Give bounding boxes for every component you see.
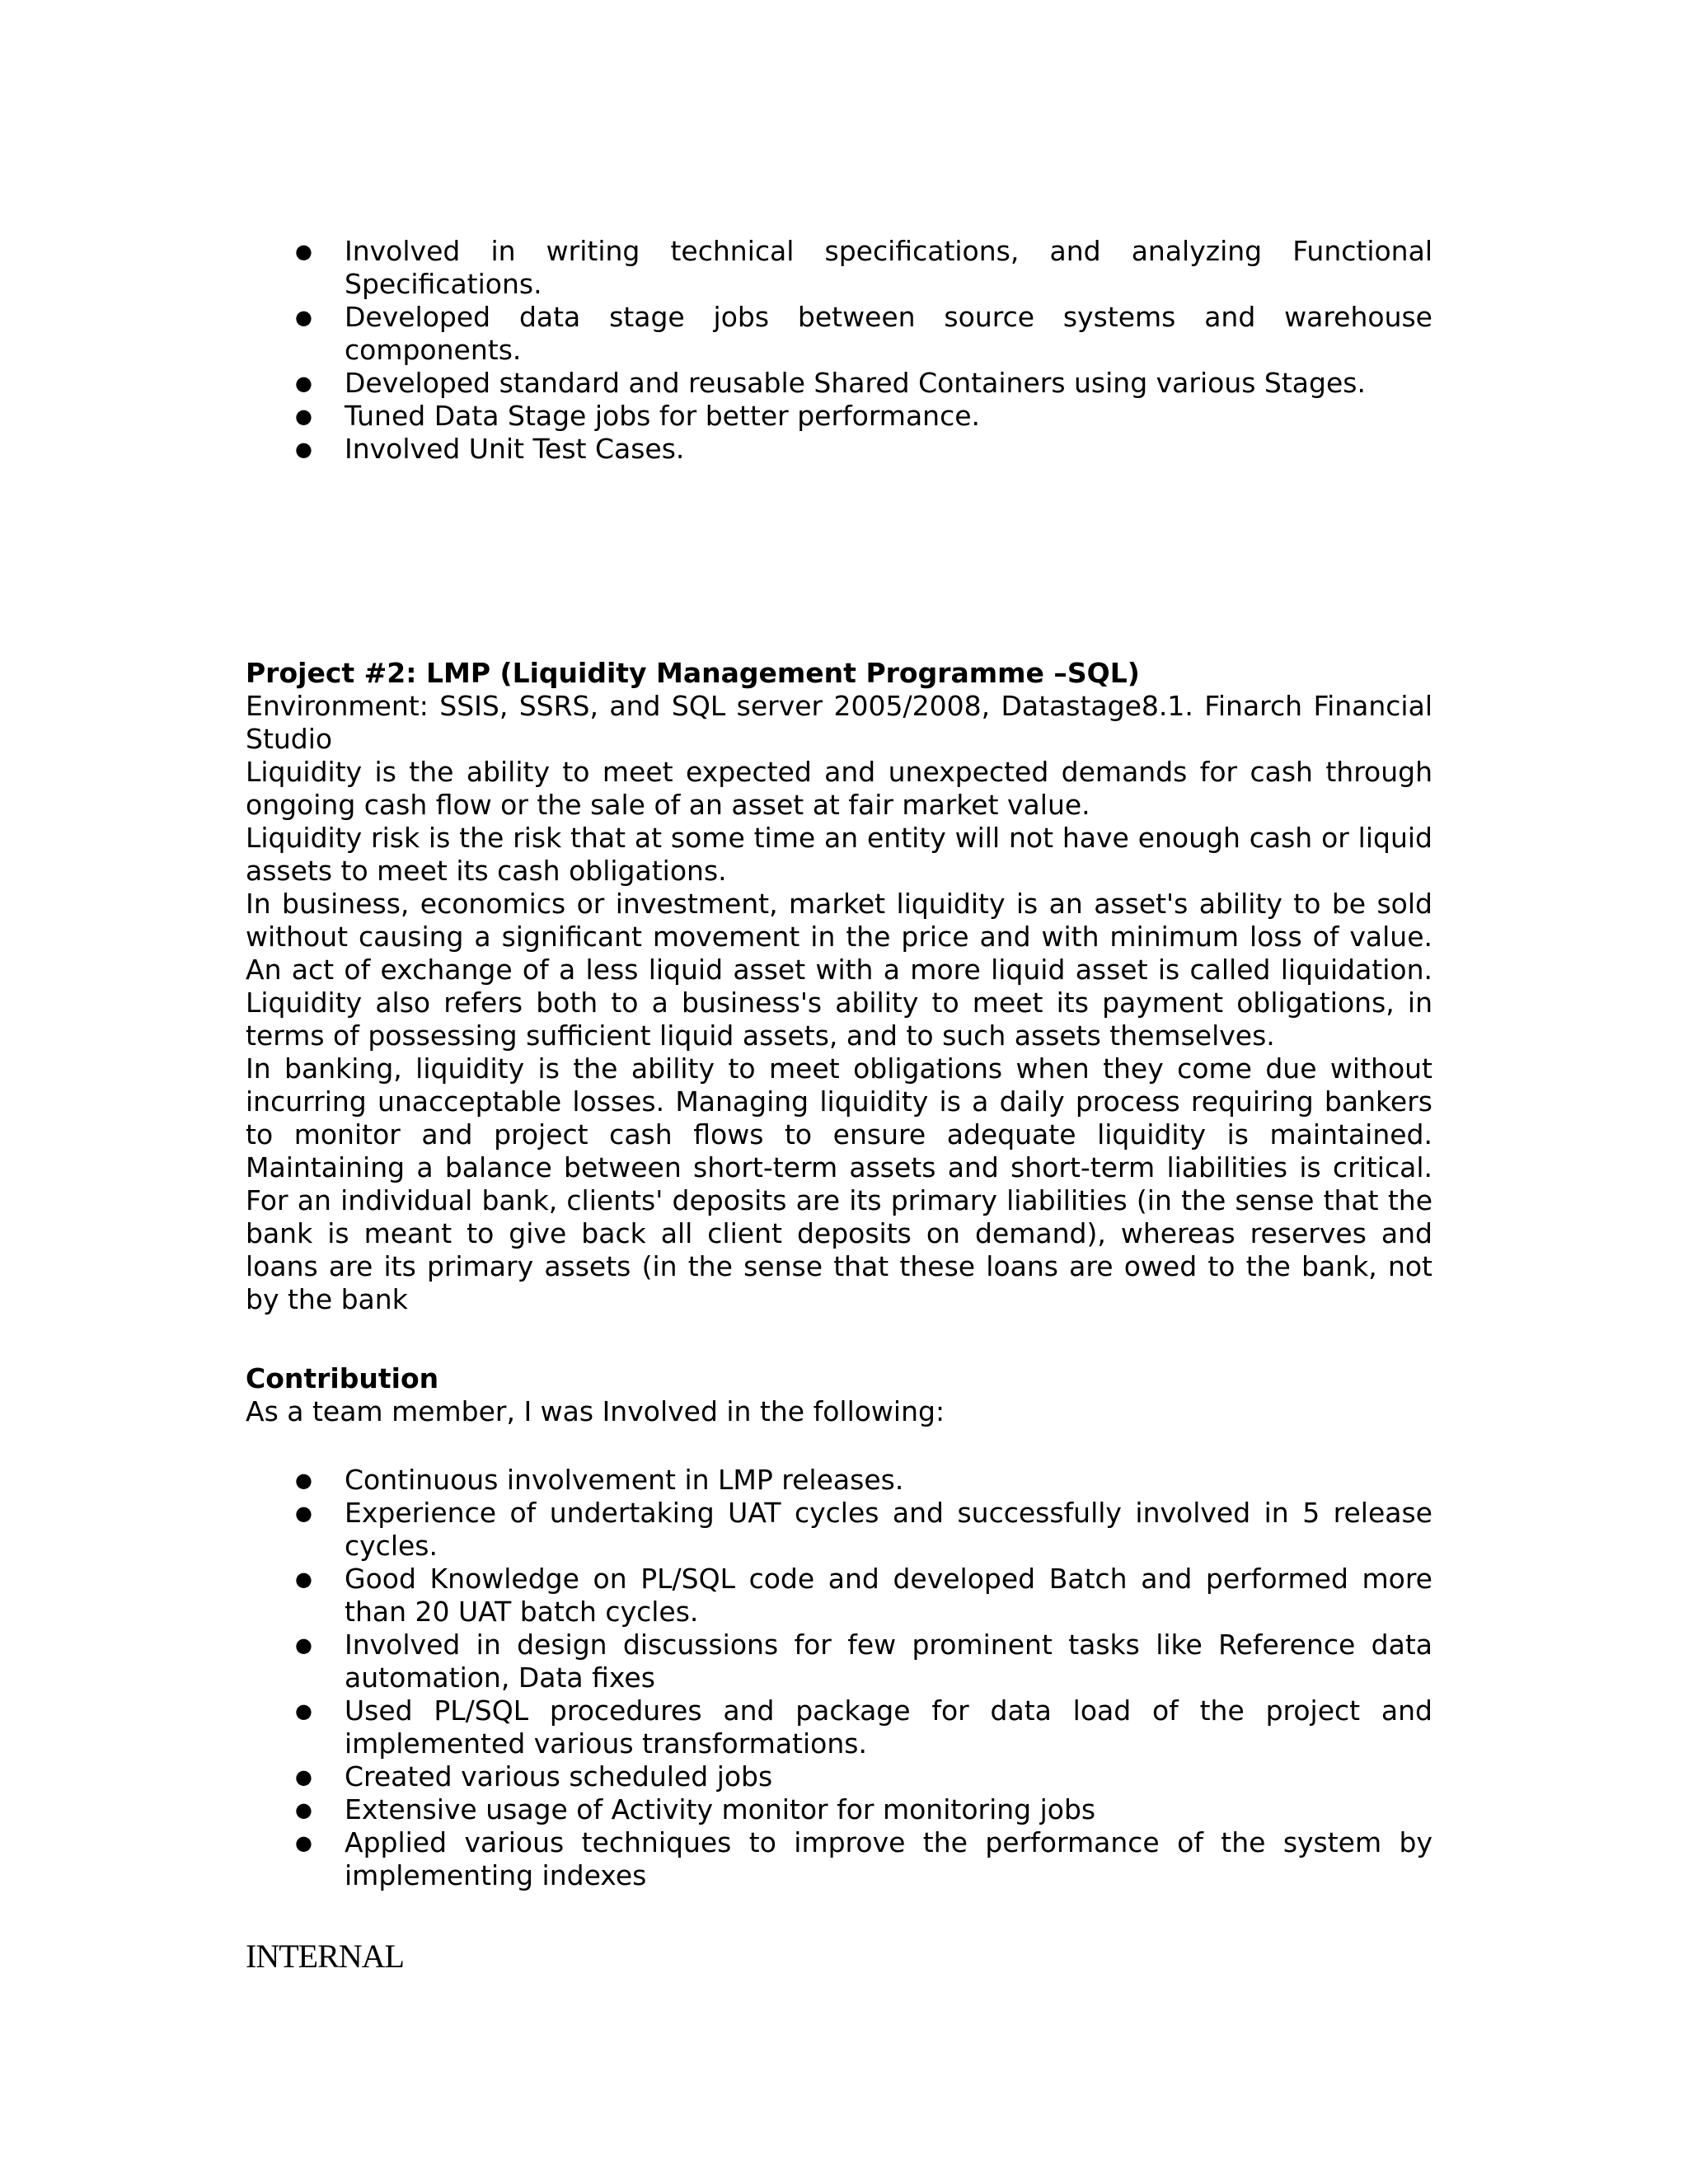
project-paragraph: Liquidity risk is the risk that at some time an entity will not have enough cash or liquid assets to meet its cash obligations. [246, 822, 1432, 887]
bullet-icon: ● [295, 1831, 312, 1854]
bullet-icon: ● [295, 1699, 312, 1722]
list-item: ● Used PL/SQL procedures and package for data load of the project and implemented various transformations. [295, 1694, 1432, 1760]
contribution-intro: As a team member, I was Involved in the following: [246, 1395, 945, 1427]
project-title: Project #2: LMP (Liquidity Management Programme –SQL) [246, 657, 1140, 689]
list-item: ● Good Knowledge on PL/SQL code and developed Batch and performed more than 20 UAT batch cycles. [295, 1563, 1432, 1628]
list-item: ● Created various scheduled jobs [295, 1760, 773, 1793]
list-item: ● Developed standard and reusable Shared Containers using various Stages. [295, 367, 1366, 399]
project-paragraph: In banking, liquidity is the ability to meet obligations when they come due without incurring unacceptable losses. Managing liquidity is a daily process requiring bankers to monitor and project cash flows to ensure adequate liquidity is maintained. Maintaining a balance between short-term assets and short-term liabilities is critical. For an individual bank, clients' deposits are its primary liabilities (in the sense that the bank is meant to give back all client deposits on demand), whereas reserves and loans are its primary assets (in the sense that these loans are owed to the bank, not by the bank [246, 1052, 1432, 1315]
bullet-icon: ● [295, 306, 312, 329]
bullet-icon: ● [295, 372, 312, 395]
contribution-list [295, 1464, 1432, 1892]
bullet-icon: ● [295, 1502, 312, 1525]
list-item: ● Involved Unit Test Cases. [295, 433, 685, 465]
bullet-icon: ● [295, 240, 312, 263]
bullet-icon: ● [295, 1469, 312, 1492]
project-paragraph: In business, economics or investment, market liquidity is an asset's ability to be sold without causing a significant movement in the price and with minimum loss of value. An act of exchange of a less liquid asset with a more liquid asset is called liquidation. Liquidity also refers both to a business's ability to meet its payment obligations, in terms of possessing sufficient liquid assets, and to such assets themselves. [246, 888, 1432, 1052]
footer-classification-label: INTERNAL [246, 1938, 404, 1975]
project-environment: Environment: SSIS, SSRS, and SQL server 2005/2008, Datastage8.1. Finarch Financial Studio [246, 690, 1432, 755]
list-item: ● Involved in writing technical specifications, and analyzing Functional Specifications. [295, 235, 1432, 300]
list-item: ● Continuous involvement in LMP releases. [295, 1464, 904, 1496]
project-section [246, 657, 1432, 1316]
list-item: ● Involved in design discussions for few prominent tasks like Reference data automation, Data fixes [295, 1629, 1432, 1694]
bullet-icon: ● [295, 1765, 312, 1788]
bullet-icon: ● [295, 405, 312, 428]
project-paragraph: Liquidity is the ability to meet expected and unexpected demands for cash through ongoing cash flow or the sale of an asset at fair market value. [246, 756, 1432, 821]
list-item: ● Applied various techniques to improve the performance of the system by implementing indexes [295, 1826, 1432, 1891]
contribution-section [246, 1362, 1432, 1428]
list-item: ● Extensive usage of Activity monitor for monitoring jobs [295, 1793, 1096, 1825]
responsibilities-list [295, 235, 1432, 466]
bullet-icon: ● [295, 1633, 312, 1657]
bullet-icon: ● [295, 1568, 312, 1591]
contribution-heading: Contribution [246, 1362, 439, 1394]
bullet-icon: ● [295, 438, 312, 461]
list-item: ● Tuned Data Stage jobs for better performance. [295, 400, 981, 432]
list-item: ● Developed data stage jobs between source systems and warehouse components. [295, 301, 1432, 366]
bullet-icon: ● [295, 1798, 312, 1821]
list-item: ● Experience of undertaking UAT cycles and successfully involved in 5 release cycles. [295, 1497, 1432, 1562]
